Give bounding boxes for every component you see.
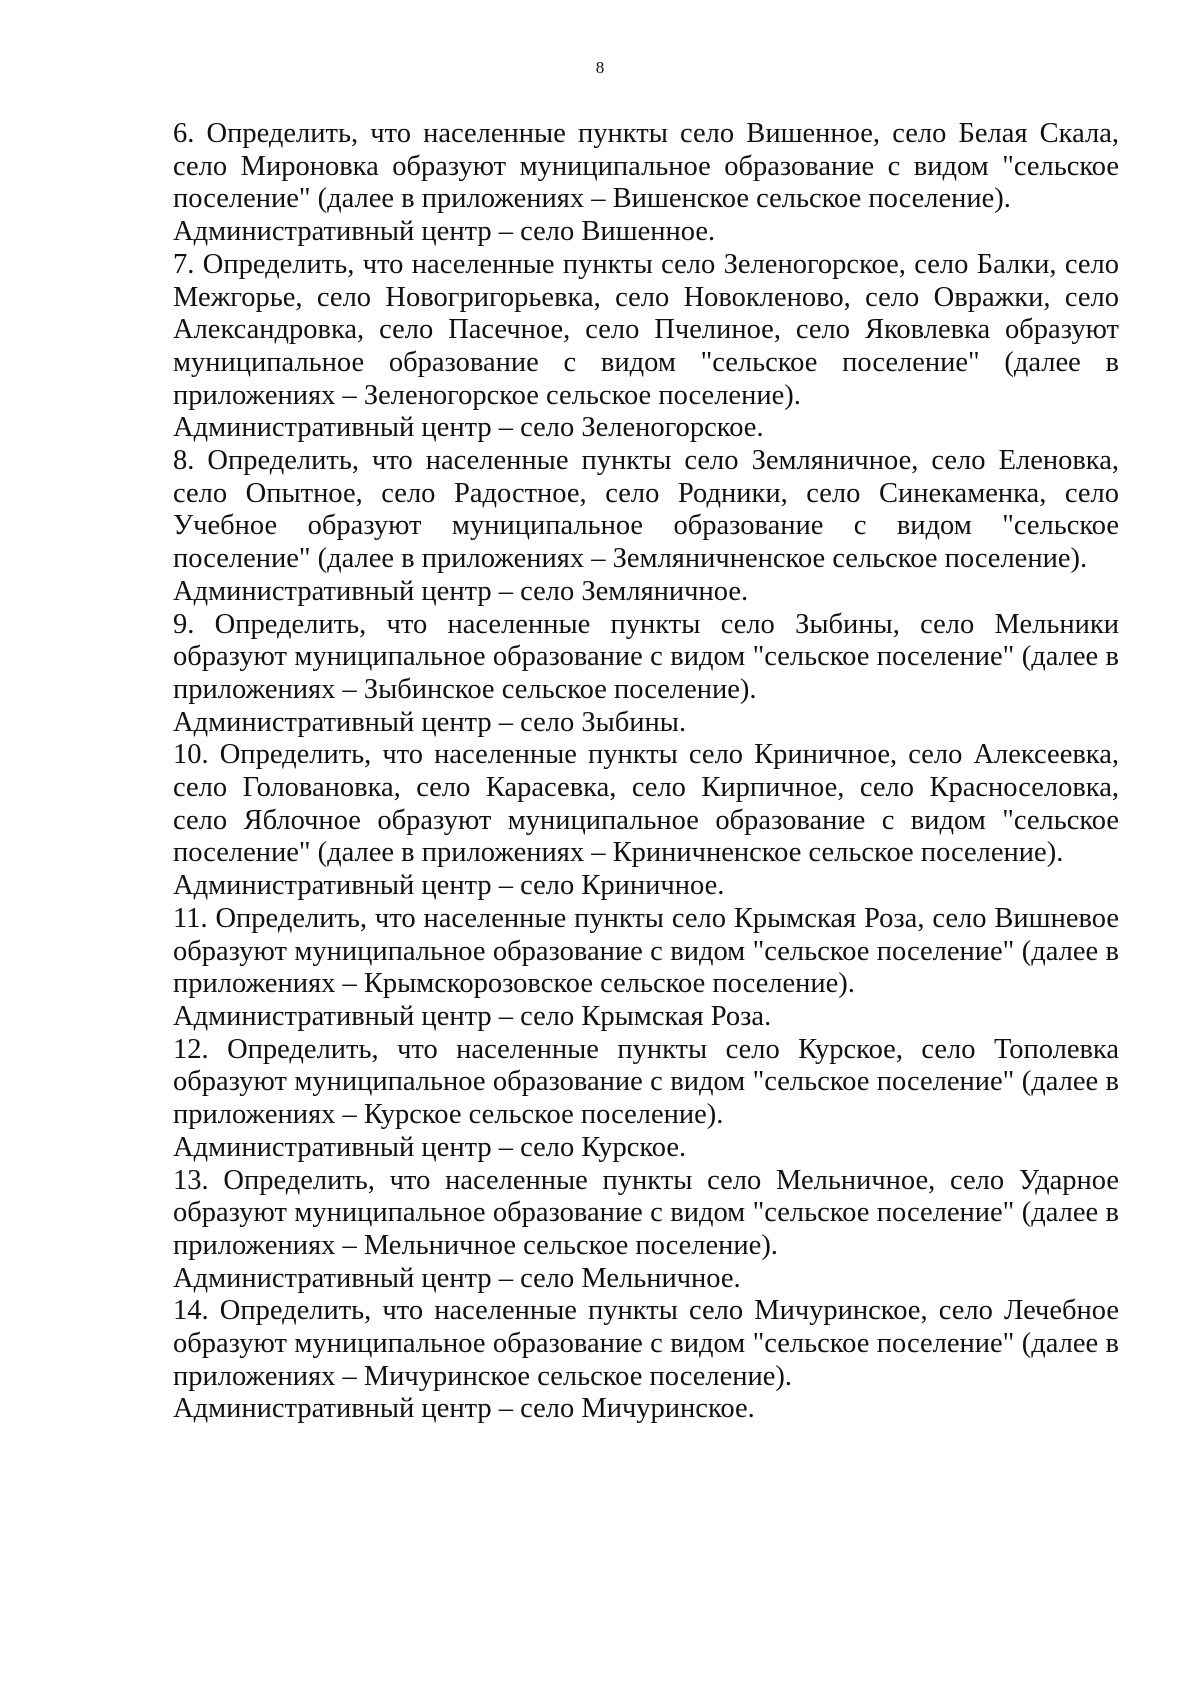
administrative-center-line: Административный центр – село Зеленогорское.: [173, 412, 764, 444]
administrative-center-line: Административный центр – село Мельничное.: [173, 1262, 741, 1294]
clause-paragraph: 11. Определить, что населенные пункты село Крымская Роза, село Вишневое образуют муниципальное образование с видом "сельское поселение" (далее в приложениях – Крымскорозовское сельское поселение).: [173, 902, 1119, 1000]
clause-paragraph: 8. Определить, что населенные пункты село Земляничное, село Еленовка, село Опытное, село Радостное, село Родники, село Синекаменка, село Учебное образуют муниципальное образование с видом "сельское поселение" (далее в приложениях – Земляничненское сельское поселение).: [173, 445, 1119, 575]
administrative-center-line: Административный центр – село Вишенное.: [173, 216, 716, 248]
clause-paragraph: 9. Определить, что населенные пункты село Зыбины, село Мельники образуют муниципальное образование с видом "сельское поселение" (далее в приложениях – Зыбинское сельское поселение).: [173, 608, 1119, 705]
clause-paragraph: 13. Определить, что населенные пункты село Мельничное, село Ударное образуют муниципальное образование с видом "сельское поселение" (далее в приложениях – Мельничное сельское поселение).: [173, 1164, 1119, 1261]
clause-paragraph: 12. Определить, что населенные пункты село Курское, село Тополевка образуют муниципальное образование с видом "сельское поселение" (далее в приложениях – Курское сельское поселение).: [173, 1033, 1119, 1131]
document-body: [173, 118, 1119, 1426]
clause-paragraph: 7. Определить, что населенные пункты село Зеленогорское, село Балки, село Межгорье, село Новогригорьевка, село Новокленово, село Овражки, село Александровка, село Пасечное, село Пчелиное, село Яковлевка образуют муниципальное образование с видом "сельское поселение" (далее в приложениях – Зеленогорское сельское поселение).: [173, 248, 1119, 411]
clause-paragraph: 14. Определить, что населенные пункты село Мичуринское, село Лечебное образуют муниципальное образование с видом "сельское поселение" (далее в приложениях – Мичуринское сельское поселение).: [173, 1295, 1119, 1392]
administrative-center-line: Административный центр – село Зыбины.: [173, 706, 687, 738]
clause-paragraph: 6. Определить, что населенные пункты село Вишенное, село Белая Скала, село Мироновка образуют муниципальное образование с видом "сельское поселение" (далее в приложениях – Вишенское сельское поселение).: [173, 118, 1119, 215]
administrative-center-line: Административный центр – село Мичуринское.: [173, 1393, 755, 1425]
page-number: 8: [595, 58, 605, 77]
clause-paragraph: 10. Определить, что населенные пункты село Криничное, село Алексеевка, село Голованoвка, село Карасевка, село Кирпичное, село Красноселовка, село Яблочное образуют муниципальное образование с видом "сельское поселение" (далее в приложениях – Криничненское сельское поселение).: [173, 739, 1119, 869]
administrative-center-line: Административный центр – село Крымская Роза.: [173, 1000, 772, 1032]
administrative-center-line: Административный центр – село Земляничное.: [173, 575, 749, 607]
administrative-center-line: Административный центр – село Криничное.: [173, 870, 725, 902]
administrative-center-line: Административный центр – село Курское.: [173, 1131, 687, 1163]
